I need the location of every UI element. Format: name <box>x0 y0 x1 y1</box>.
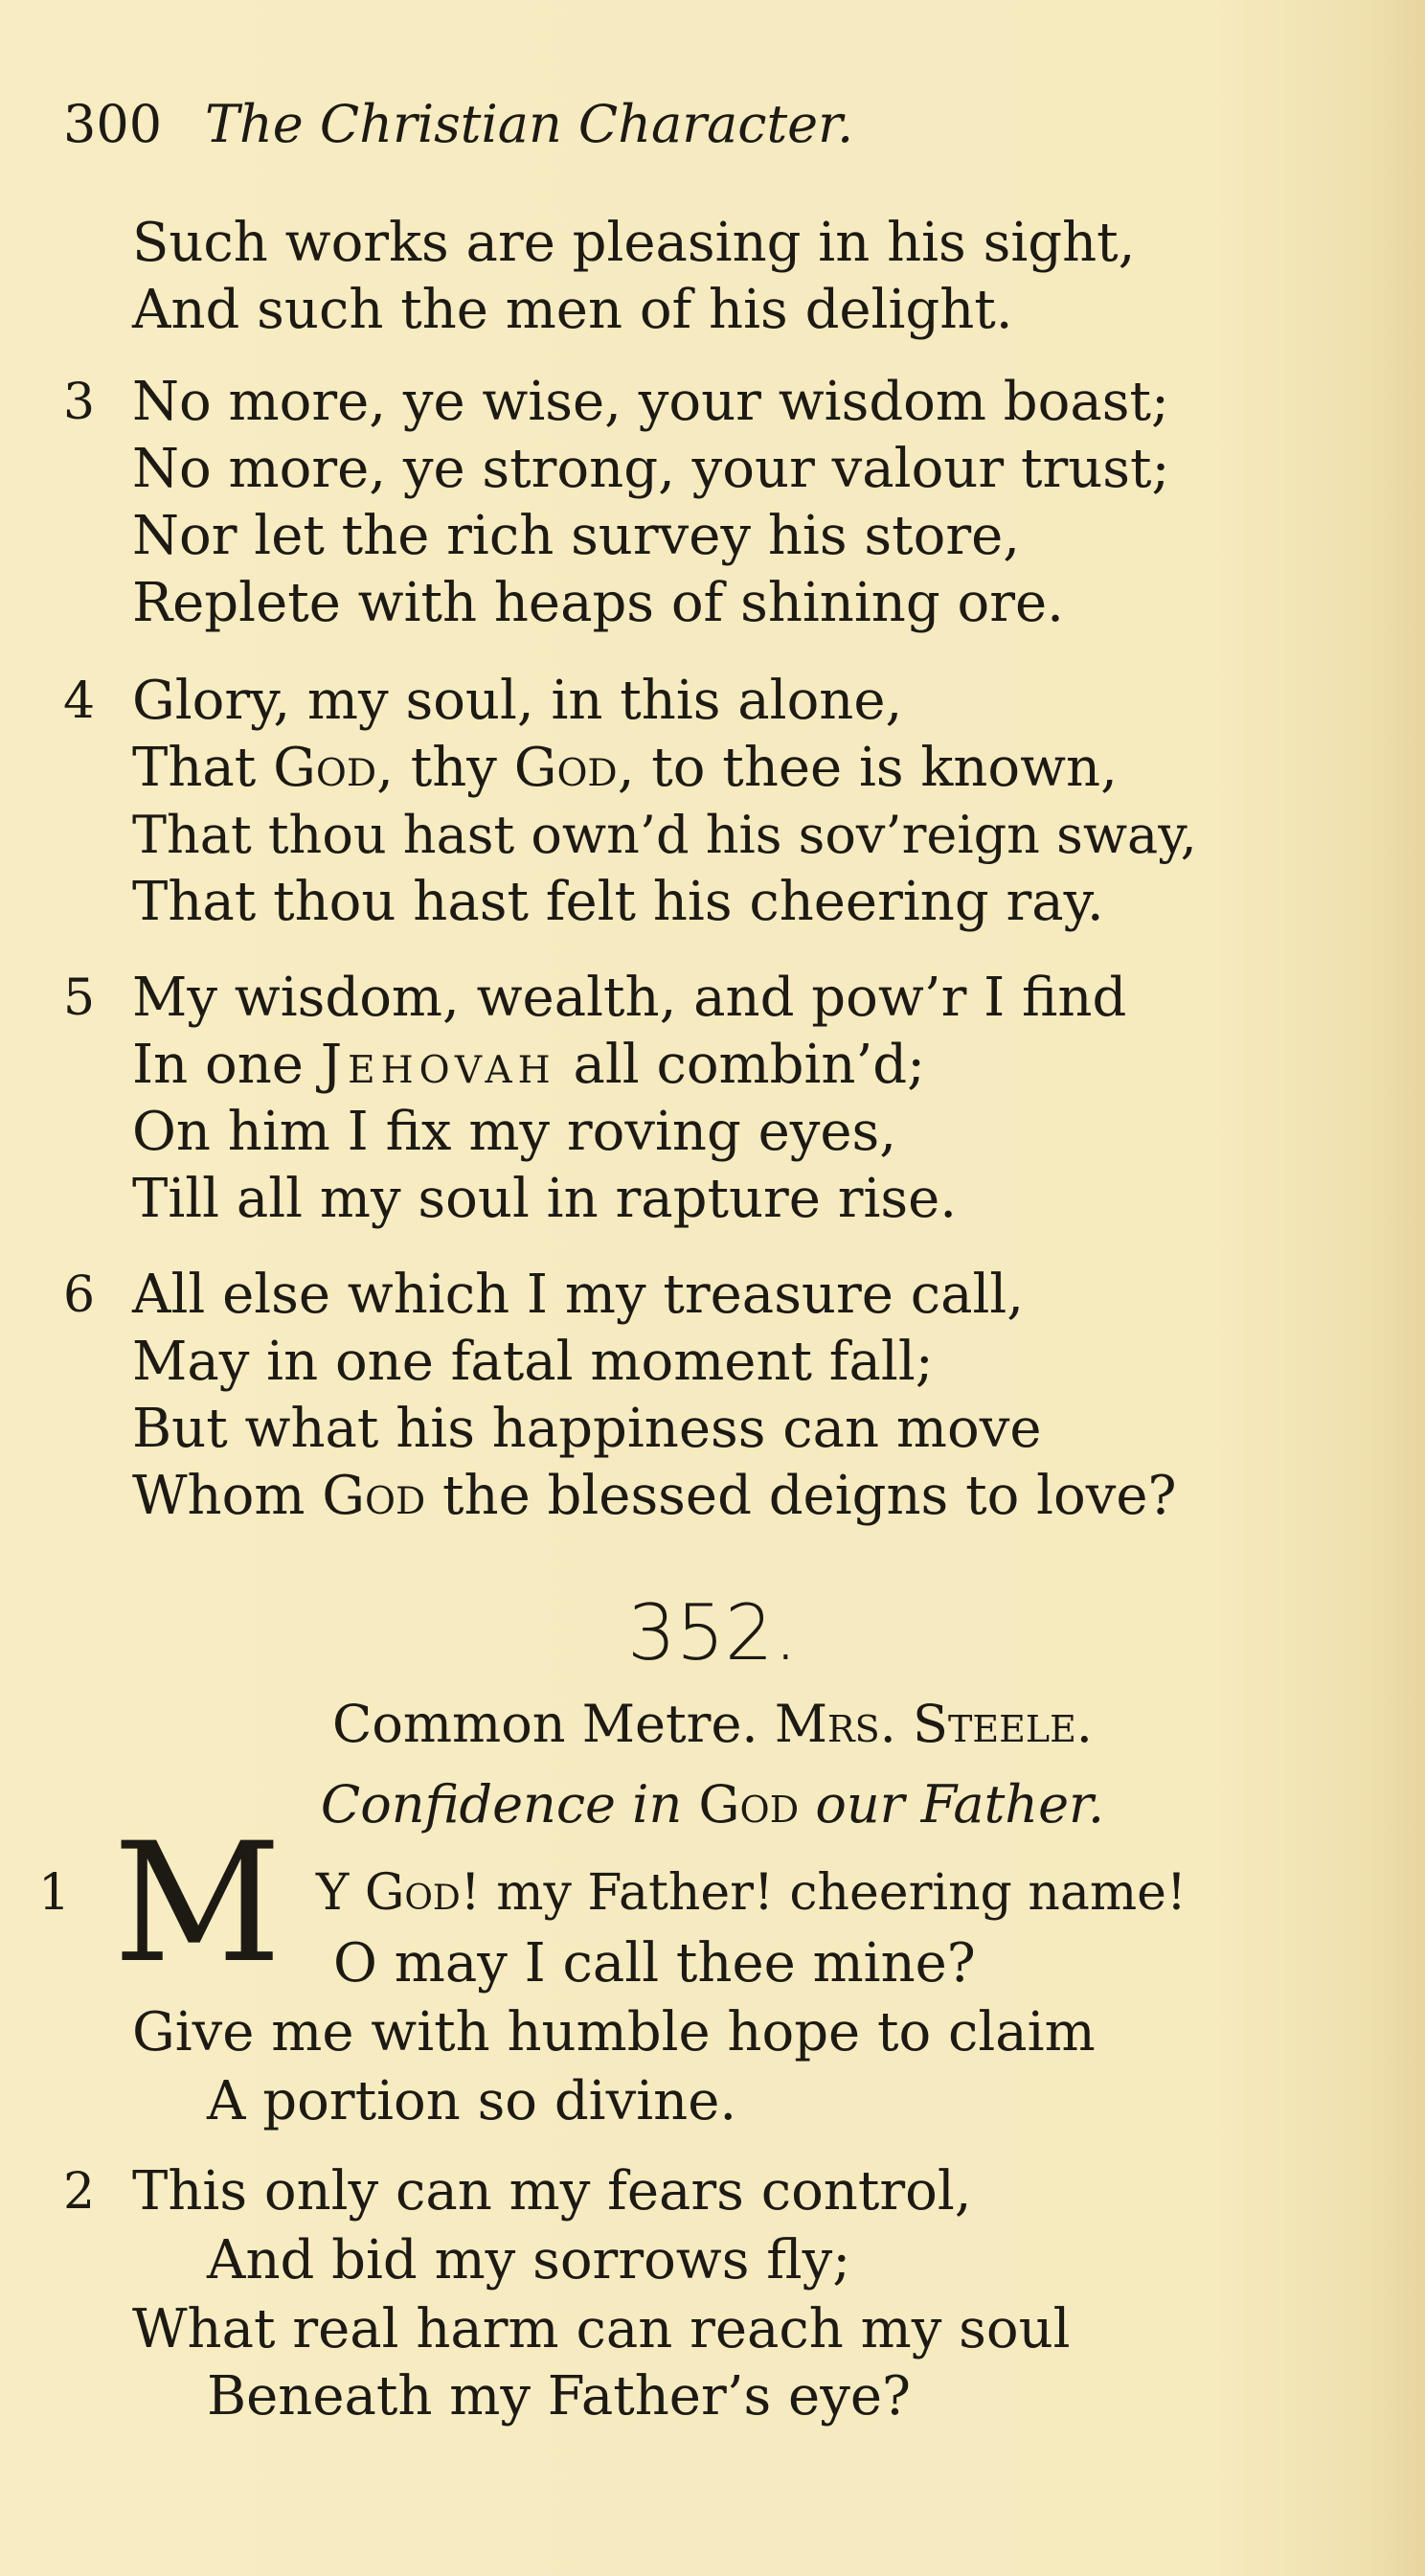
verse-line: And bid my sorrows fly; <box>207 2229 851 2291</box>
verse-text: Whom <box>132 1465 323 1527</box>
verse-line: Nor let the rich survey his store, <box>132 505 1021 567</box>
stanza-number: 6 <box>63 1266 96 1324</box>
divine-name: God <box>513 737 618 799</box>
verse-line: What real harm can reach my soul <box>132 2298 1071 2360</box>
verse-line <box>132 738 1118 799</box>
stanza-number: 3 <box>63 374 96 431</box>
verse-text: ! my Father! cheering name! <box>460 1864 1187 1922</box>
verse-text: In one <box>132 1034 321 1096</box>
verse-text: the blessed deigns to love? <box>425 1465 1177 1527</box>
verse-line: A portion so divine. <box>207 2070 737 2132</box>
verse-line: Give me with humble hope to claim <box>132 2001 1096 2063</box>
author: Mrs. Steele. <box>774 1694 1093 1754</box>
verse-line: Such works are pleasing in his sight, <box>132 212 1136 274</box>
divine-name: God <box>698 1774 800 1835</box>
verse-text: That <box>132 737 274 799</box>
title-text: our Father. <box>799 1774 1105 1835</box>
verse-text: , thy <box>376 737 514 799</box>
verse-line <box>316 1862 1187 1924</box>
page-number: 300 <box>63 94 163 154</box>
verse-line: Glory, my soul, in this alone, <box>132 670 903 732</box>
verse-line: Till all my soul in rapture rise. <box>132 1168 958 1230</box>
verse-text: Y <box>316 1864 365 1922</box>
verse-line: On him I fix my roving eyes, <box>132 1101 897 1163</box>
divine-name: God <box>322 1465 426 1527</box>
verse-line: That thou hast felt his cheering ray. <box>132 871 1104 933</box>
verse-line: O may I call thee mine? <box>333 1932 976 1995</box>
running-title: The Christian Character. <box>205 94 854 154</box>
verse-text: , to thee is known, <box>617 737 1118 799</box>
verse-text: all combin’d; <box>555 1034 925 1096</box>
verse-line: Replete with heaps of shining ore. <box>132 572 1064 634</box>
divine-name: God <box>364 1864 461 1922</box>
verse-line: My wisdom, wealth, and pow’r I find <box>132 967 1127 1029</box>
stanza-number: 2 <box>63 2163 96 2221</box>
stanza-number: 1 <box>38 1864 71 1922</box>
verse-line: This only can my fears control, <box>132 2160 972 2223</box>
verse-line: And such the men of his delight. <box>132 279 1013 341</box>
verse-line <box>132 1466 1177 1527</box>
drop-cap: M <box>113 1807 283 1999</box>
verse-line: No more, ye wise, your wisdom boast; <box>132 371 1169 433</box>
verse-line <box>132 1035 925 1096</box>
title-text: Confidence in <box>320 1774 699 1835</box>
divine-name: Jehovah <box>320 1034 556 1096</box>
stanza-number: 4 <box>63 672 96 730</box>
hymn-meter-author <box>0 1694 1425 1755</box>
verse-line: May in one fatal moment fall; <box>132 1331 934 1393</box>
verse-line: But what his happiness can move <box>132 1398 1042 1460</box>
verse-line: Beneath my Father’s eye? <box>207 2365 911 2428</box>
verse-line: That thou hast own’d his sov’reign sway, <box>132 805 1197 865</box>
hymn-number: 352. <box>626 1588 799 1677</box>
stanza-number: 5 <box>63 969 96 1027</box>
divine-name: God <box>273 737 377 799</box>
verse-line: All else which I my treasure call, <box>132 1264 1025 1326</box>
meter: Common Metre. <box>332 1694 775 1754</box>
verse-line: No more, ye strong, your valour trust; <box>132 438 1170 500</box>
